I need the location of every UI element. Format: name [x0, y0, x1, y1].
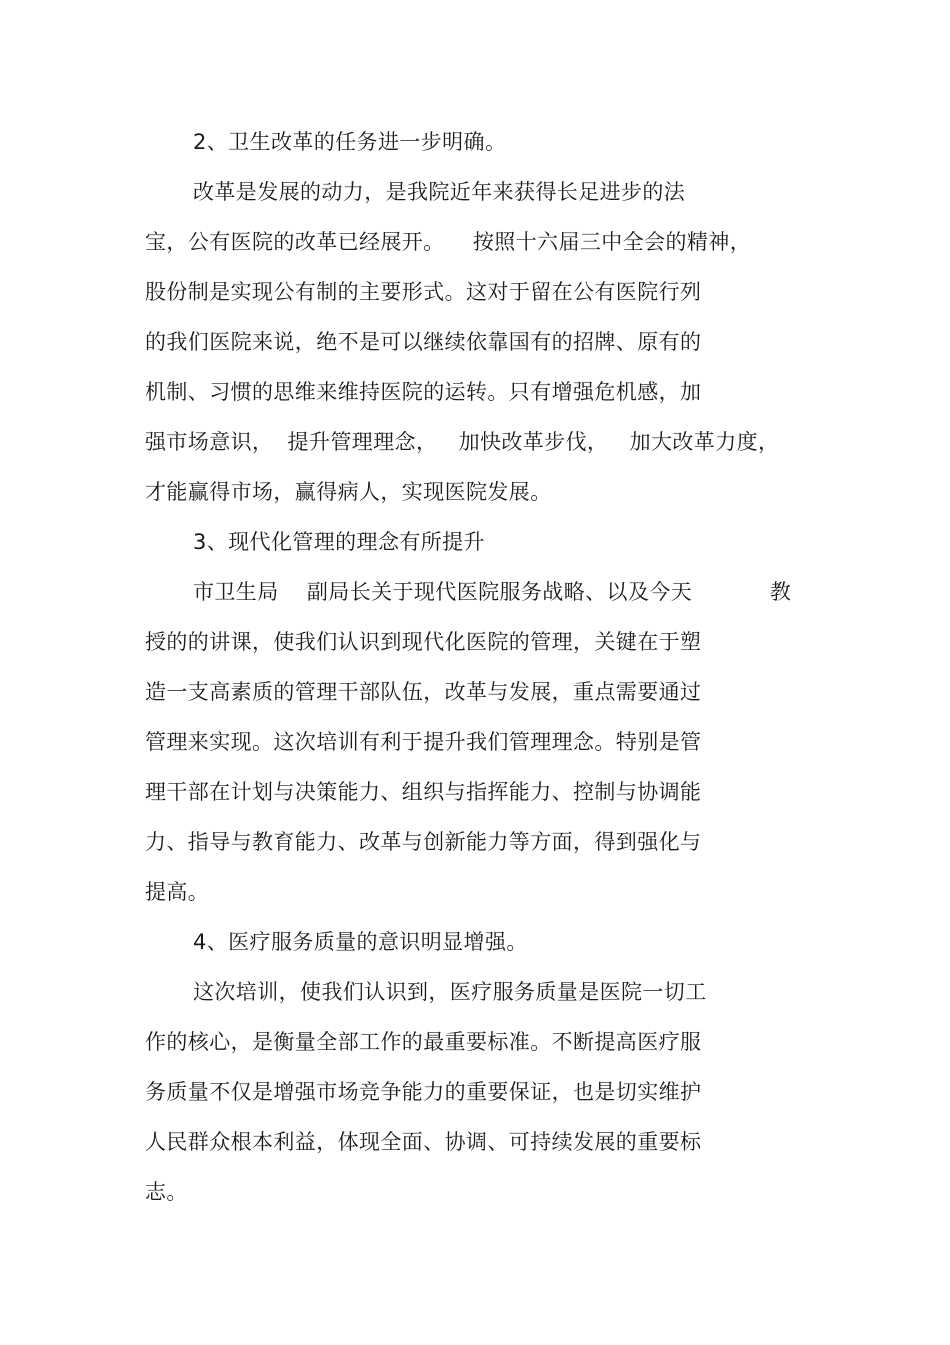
paragraph-line: 这次培训，使我们认识到，医疗服务质量是医院一切工: [193, 980, 707, 1004]
section-heading-3: 3、现代化管理的理念有所提升: [193, 530, 485, 554]
paragraph-line: 股份制是实现公有制的主要形式。这对于留在公有医院行列: [145, 280, 702, 304]
paragraph-line: 力、指导与教育能力、改革与创新能力等方面，得到强化与: [145, 830, 702, 854]
paragraph-line: 才能赢得市场，赢得病人，实现医院发展。: [145, 480, 552, 504]
paragraph-line: 造一支高素质的管理干部队伍，改革与发展，重点需要通过: [145, 680, 702, 704]
paragraph-line: 志。: [145, 1180, 188, 1204]
section-heading-2: 2、卫生改革的任务进一步明确。: [193, 130, 507, 154]
section-heading-4: 4、医疗服务质量的意识明显增强。: [193, 930, 528, 954]
paragraph-line: 提高。: [145, 880, 210, 904]
paragraph-line: 宝，公有医院的改革已经展开。 按照十六届三中全会的精神，: [145, 230, 752, 254]
paragraph-line: 市卫生局 副局长关于现代医院服务战略、以及今天 教: [193, 580, 792, 604]
paragraph-line: 机制、习惯的思维来维持医院的运转。只有增强危机感，加: [145, 380, 702, 404]
paragraph-line: 的我们医院来说，绝不是可以继续依靠国有的招牌、原有的: [145, 330, 702, 354]
paragraph-line: 人民群众根本利益，体现全面、协调、可持续发展的重要标: [145, 1130, 702, 1154]
paragraph-line: 强市场意识， 提升管理理念， 加快改革步伐， 加大改革力度，: [145, 430, 780, 454]
paragraph-line: 作的核心，是衡量全部工作的最重要标准。不断提高医疗服: [145, 1030, 702, 1054]
paragraph-line: 改革是发展的动力，是我院近年来获得长足进步的法: [193, 180, 686, 204]
paragraph-line: 务质量不仅是增强市场竞争能力的重要保证，也是切实维护: [145, 1080, 702, 1104]
paragraph-line: 授的的讲课，使我们认识到现代化医院的管理，关键在于塑: [145, 630, 702, 654]
paragraph-line: 理干部在计划与决策能力、组织与指挥能力、控制与协调能: [145, 780, 702, 804]
paragraph-line: 管理来实现。这次培训有利于提升我们管理理念。特别是管: [145, 730, 702, 754]
